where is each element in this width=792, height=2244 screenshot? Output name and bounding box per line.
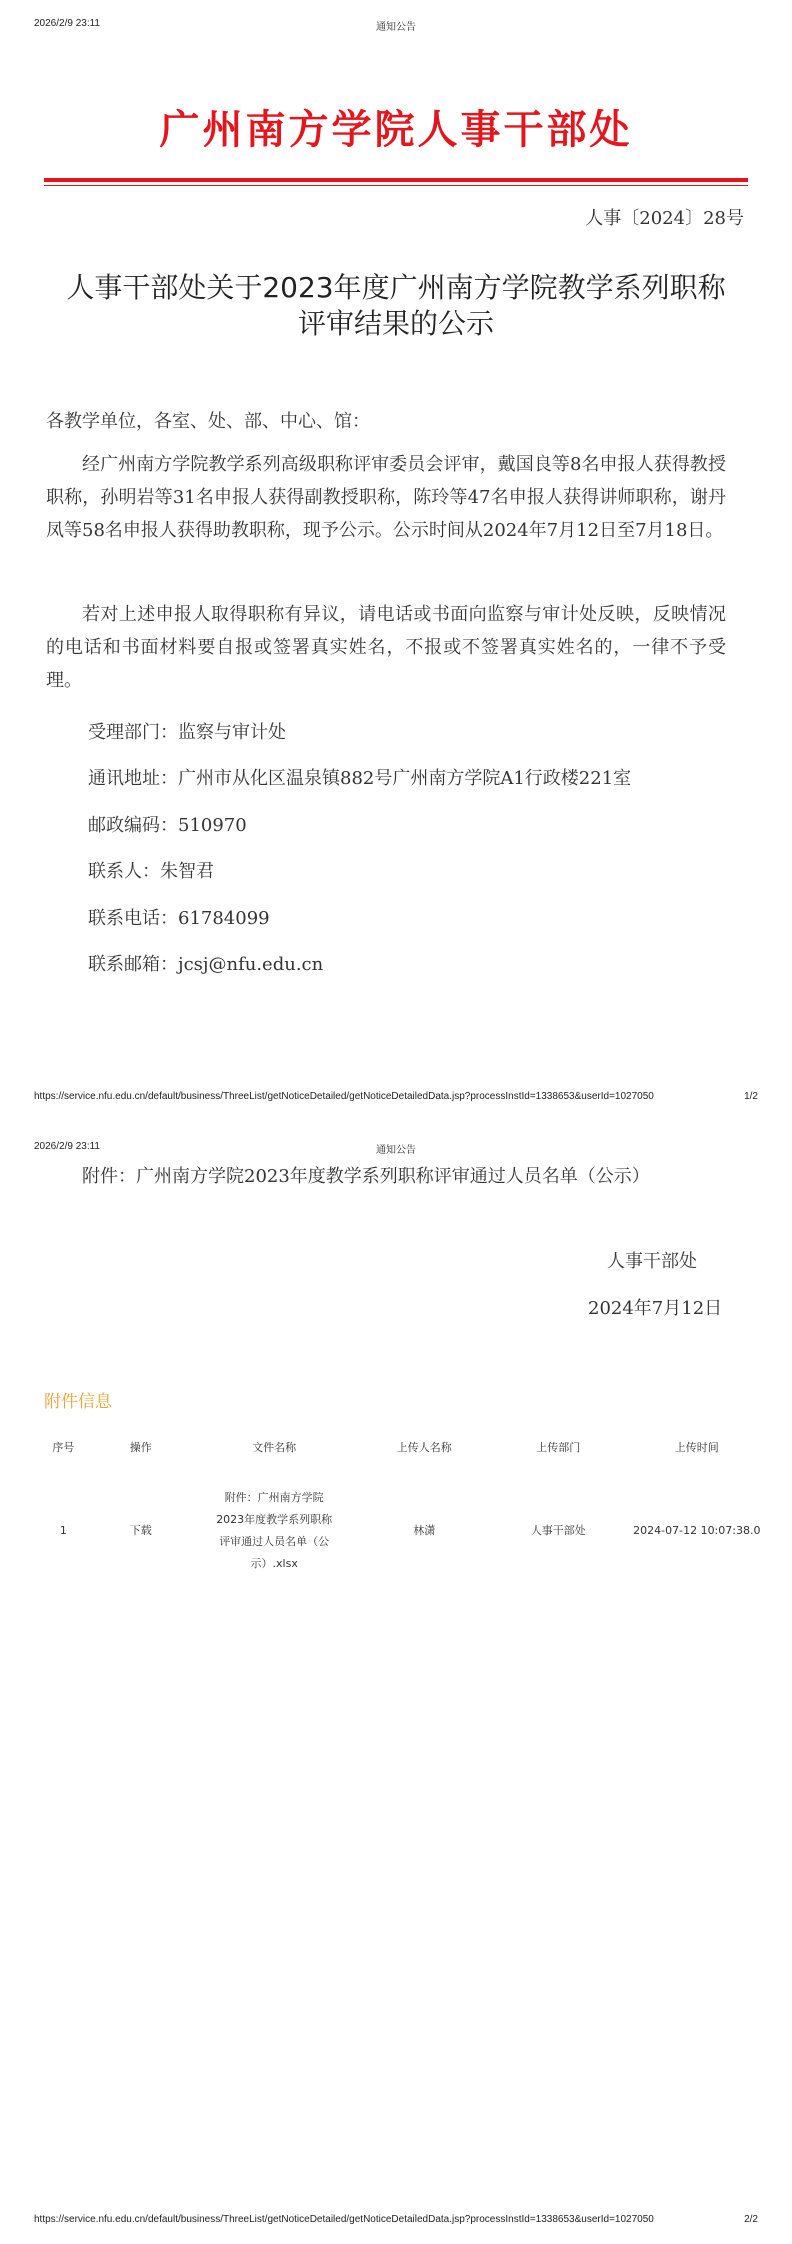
- attachments-section-title: 附件信息: [44, 1392, 112, 1412]
- notice-title: [40, 270, 752, 342]
- print-datetime: 2026/2/9 23:11: [34, 1141, 100, 1152]
- attachments-table-header: [30, 1420, 762, 1474]
- letterhead-divider-thin: [44, 185, 748, 186]
- print-page-title: 通知公告: [376, 1145, 416, 1156]
- download-link[interactable]: 下载: [129, 1524, 152, 1537]
- upload-department: 人事干部处: [530, 1524, 586, 1537]
- accepting-department: 受理部门：监察与审计处: [88, 722, 286, 743]
- print-page-number: 2/2: [744, 2214, 758, 2225]
- salutation: 各教学单位，各室、处、部、中心、馆：: [46, 411, 370, 432]
- table-row: [30, 1474, 762, 1588]
- contact-phone: 联系电话：61784099: [88, 908, 270, 929]
- uploader-name: 林潇: [413, 1524, 436, 1537]
- letterhead-org-name: 广州南方学院人事干部处: [159, 106, 633, 153]
- mailing-address: 通讯地址：广州市从化区温泉镇882号广州南方学院A1行政楼221室: [88, 768, 632, 789]
- print-url: https://service.nfu.edu.cn/default/business/ThreeList/getNoticeDetailed/getNoticeDetailedData.jsp?processInstId=1338653&userId=1027050: [34, 1091, 654, 1102]
- file-name: 附件：广州南方学院2023年度教学系列职称评审通过人员名单（公示）.xlsx: [216, 1491, 333, 1570]
- contact-email: 联系邮箱：jcsj@nfu.edu.cn: [88, 954, 324, 975]
- attachments-table: [30, 1420, 762, 1588]
- notice-title-line-2: 评审结果的公示: [297, 307, 494, 340]
- column-header-action: 操作: [129, 1441, 152, 1454]
- column-header-index: 序号: [52, 1441, 75, 1454]
- paragraph-objection: 若对上述申报人取得职称有异议，请电话或书面向监察与审计处反映，反映情况的电话和书面材料要自报或签署真实姓名，不报或不签署真实姓名的，一律不予受理。: [46, 604, 726, 691]
- notice-title-line-1: 人事干部处关于2023年度广州南方学院教学系列职称: [66, 271, 726, 304]
- print-page-number: 1/2: [744, 1091, 758, 1102]
- contact-person: 联系人：朱智君: [88, 861, 214, 882]
- signature-date: 2024年7月12日: [588, 1298, 723, 1319]
- print-page-title: 通知公告: [376, 22, 416, 33]
- upload-time: 2024-07-12 10:07:38.0: [633, 1524, 761, 1537]
- row-index: 1: [59, 1524, 67, 1537]
- column-header-uploader: 上传人名称: [396, 1441, 452, 1454]
- column-header-upload-time: 上传时间: [674, 1441, 719, 1454]
- letterhead-divider-thick: [44, 178, 748, 182]
- paragraph-announcement: 经广州南方学院教学系列高级职称评审委员会评审，戴国良等8名申报人获得教授职称，孙明岩等31名申报人获得副教授职称，陈玲等47名申报人获得讲师职称，谢丹凤等58名申报人获得助教职称，现予公示。公示时间从2024年7月12日至7月18日。: [46, 454, 726, 541]
- postal-code: 邮政编码：510970: [88, 815, 247, 836]
- print-url: https://service.nfu.edu.cn/default/business/ThreeList/getNoticeDetailed/getNoticeDetailedData.jsp?processInstId=1338653&userId=1027050: [34, 2214, 654, 2225]
- print-datetime: 2026/2/9 23:11: [34, 18, 100, 29]
- document-number: 人事〔2024〕28号: [585, 208, 744, 229]
- column-header-filename: 文件名称: [252, 1441, 297, 1454]
- attachment-note: 附件：广州南方学院2023年度教学系列职称评审通过人员名单（公示）: [82, 1166, 650, 1187]
- signature-department: 人事干部处: [607, 1251, 697, 1272]
- column-header-department: 上传部门: [536, 1441, 581, 1454]
